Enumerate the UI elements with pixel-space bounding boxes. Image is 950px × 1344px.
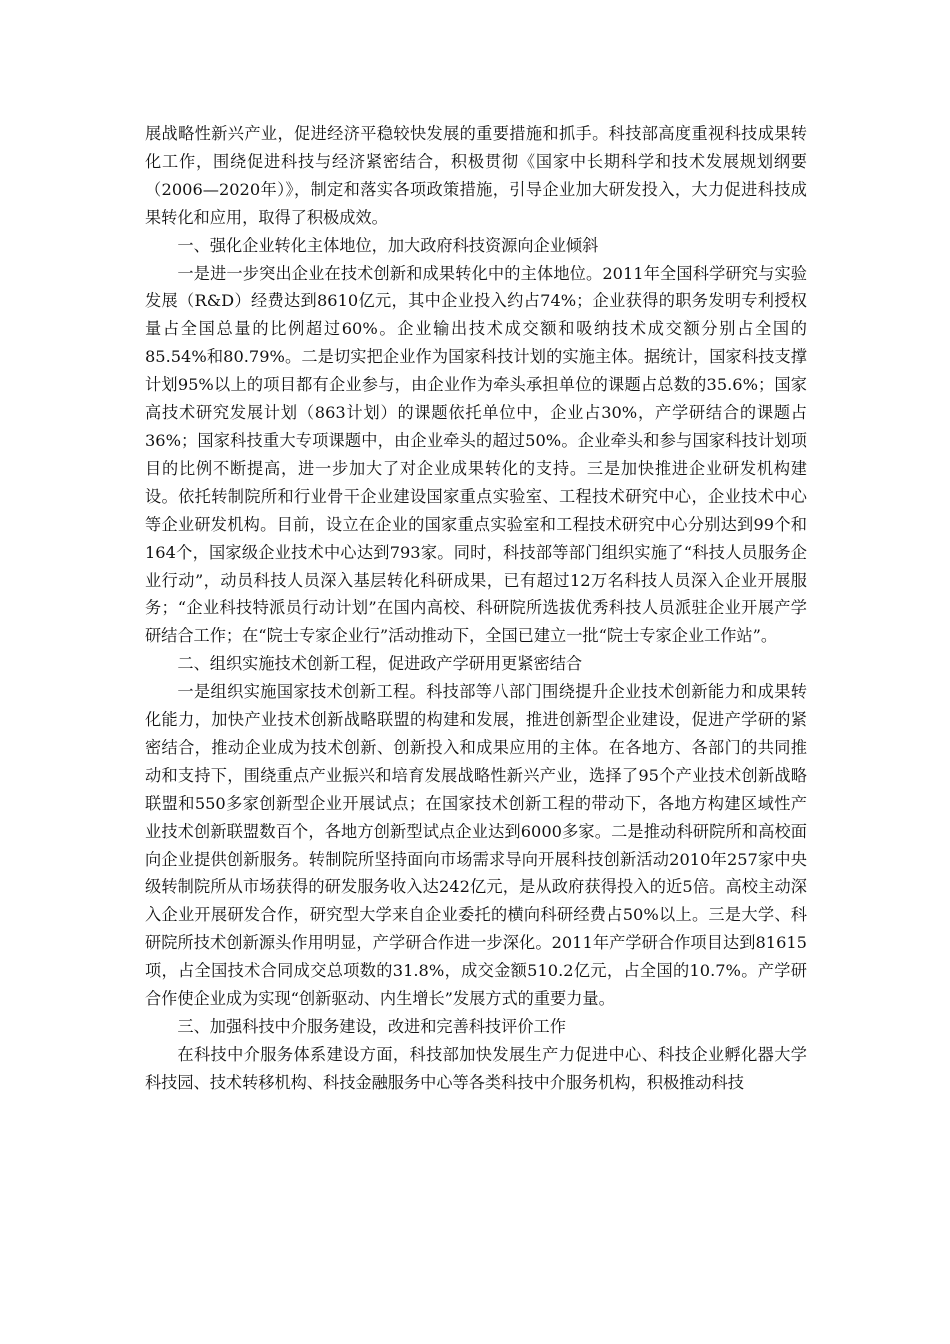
document-page	[145, 120, 807, 1097]
intro-paragraph: 展战略性新兴产业，促进经济平稳较快发展的重要措施和抓手。科技部高度重视科技成果转化工作，围绕促进科技与经济紧密结合，积极贯彻《国家中长期科学和技术发展规划纲要（2006—2020年）》，制定和落实各项政策措施，引导企业加大研发投入，大力促进科技成果转化和应用，取得了积极成效。	[145, 124, 807, 227]
section-2-paragraph: 一是组织实施国家技术创新工程。科技部等八部门围绕提升企业技术创新能力和成果转化能力，加快产业技术创新战略联盟的构建和发展，推进创新型企业建设，促进产学研的紧密结合，推动企业成为技术创新、创新投入和成果应用的主体。在各地方、各部门的共同推动和支持下，围绕重点产业振兴和培育发展战略性新兴产业，选择了95个产业技术创新战略联盟和550多家创新型企业开展试点；在国家技术创新工程的带动下，各地方构建区域性产业技术创新联盟数百个，各地方创新型试点企业达到6000多家。二是推动科研院所和高校面向企业提供创新服务。转制院所坚持面向市场需求导向开展科技创新活动2010年257家中央级转制院所从市场获得的研发服务收入达242亿元，是从政府获得投入的近5倍。高校主动深入企业开展研发合作，研究型大学来自企业委托的横向科研经费占50%以上。三是大学、科研院所技术创新源头作用明显，产学研合作进一步深化。2011年产学研合作项目达到81615项，占全国技术合同成交总项数的31.8%，成交金额510.2亿元，占全国的10.7%。产学研合作使企业成为实现“创新驱动、内生增长”发展方式的重要力量。	[145, 682, 807, 1009]
section-3-paragraph: 在科技中介服务体系建设方面，科技部加快发展生产力促进中心、科技企业孵化器大学科技园、技术转移机构、科技金融服务中心等各类科技中介服务机构，积极推动科技	[145, 1044, 807, 1092]
section-heading-3: 三、加强科技中介服务建设，改进和完善科技评价工作	[177, 1017, 566, 1036]
section-heading-1: 一、强化企业转化主体地位，加大政府科技资源向企业倾斜	[177, 235, 599, 255]
section-1-paragraph: 一是进一步突出企业在技术创新和成果转化中的主体地位。2011年全国科学研究与实验发展（R&D）经费达到8610亿元，其中企业投入约占74%；企业获得的职务发明专利授权量占全国总量的比例超过60%。企业输出技术成交额和吸纳技术成交额分别占全国的85.54%和80.79%。二是切实把企业作为国家科技计划的实施主体。据统计，国家科技支撑计划95%以上的项目都有企业参与，由企业作为牵头承担单位的课题占总数的35.6%；国家高技术研究发展计划（863计划）的课题依托单位中，企业占30%，产学研结合的课题占36%；国家科技重大专项课题中，由企业牵头的超过50%。企业牵头和参与国家科技计划项目的比例不断提高，进一步加大了对企业成果转化的支持。三是加快推进企业研发机构建设。依托转制院所和行业骨干企业建设国家重点实验室、工程技术研究中心，企业技术中心等企业研发机构。目前，设立在企业的国家重点实验室和工程技术研究中心分别达到99个和164个，国家级企业技术中心达到793家。同时，科技部等部门组织实施了“科技人员服务企业行动”，动员科技人员深入基层转化科研成果，已有超过12万名科技人员深入企业开展服务；“企业科技特派员行动计划”在国内高校、科研院所选拔优秀科技人员派驻企业开展产学研结合工作；在“院士专家企业行”活动推动下，全国已建立一批“院士专家企业工作站”。	[145, 263, 807, 646]
section-heading-2: 二、组织实施技术创新工程，促进政产学研用更紧密结合	[177, 654, 583, 674]
